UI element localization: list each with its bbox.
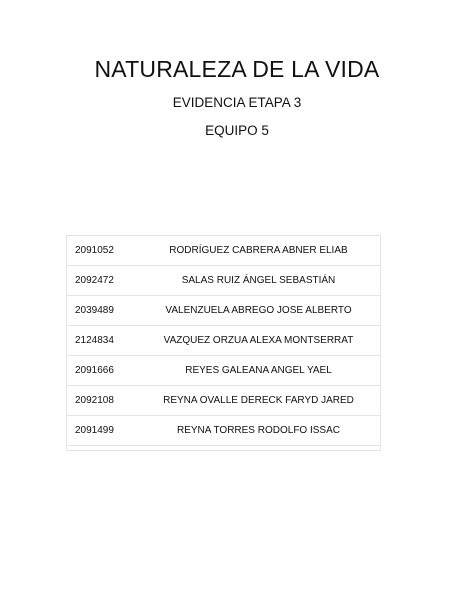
team-label: EQUIPO 5 [205, 123, 269, 138]
member-name: SALAS RUIZ ÁNGEL SEBASTIÁN [181, 275, 336, 286]
member-id: 2091052 [75, 245, 114, 256]
table-row [67, 296, 380, 326]
member-name: VAZQUEZ ORZUA ALEXA MONTSERRAT [163, 335, 354, 346]
members-table [66, 235, 381, 451]
member-id: 2092472 [75, 275, 114, 286]
member-name: RODRÍGUEZ CABRERA ABNER ELIAB [169, 245, 348, 256]
document-title: NATURALEZA DE LA VIDA [94, 56, 380, 82]
table-row [67, 236, 380, 266]
member-id: 2092108 [75, 395, 114, 406]
member-id: 2091499 [75, 425, 114, 436]
member-name: REYES GALEANA ANGEL YAEL [185, 365, 332, 376]
table-row [67, 386, 380, 416]
table-row [67, 266, 380, 296]
member-name: VALENZUELA ABREGO JOSE ALBERTO [165, 305, 352, 316]
member-id: 2039489 [75, 305, 114, 316]
member-name: REYNA TORRES RODOLFO ISSAC [176, 425, 340, 436]
member-id: 2091666 [75, 365, 114, 376]
document-subtitle: EVIDENCIA ETAPA 3 [172, 95, 302, 110]
table-row [67, 356, 380, 386]
member-id: 2124834 [75, 335, 114, 346]
member-name: REYNA OVALLE DERECK FARYD JARED [163, 395, 354, 406]
table-row [67, 326, 380, 356]
table-row [67, 416, 380, 446]
